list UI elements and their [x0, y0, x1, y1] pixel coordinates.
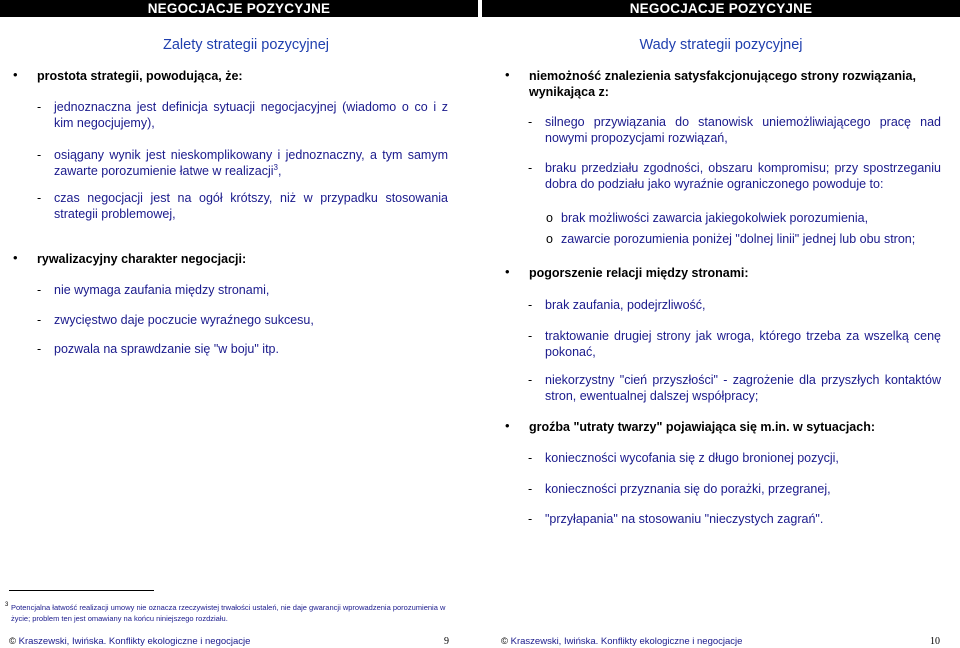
dash-marker: - — [528, 298, 533, 312]
circle-bullet-icon: o — [546, 232, 553, 246]
footnote — [5, 602, 451, 624]
list-item — [37, 282, 448, 298]
list-item-text: nie wymaga zaufania między stronami, — [54, 283, 270, 297]
dash-marker: - — [528, 115, 533, 129]
dash-marker: - — [528, 482, 533, 496]
footer-text: Kraszewski, Iwińska. Konflikty ekologiczne i negocjacje — [510, 636, 743, 647]
bullet-text: pogorszenie relacji między stronami: — [529, 266, 749, 280]
list-item-text: zwycięstwo daje poczucie wyraźnego sukcesu, — [54, 313, 314, 327]
list-item — [37, 312, 448, 328]
left-page — [0, 0, 478, 648]
dash-marker: - — [528, 161, 533, 175]
bullet-text: rywalizacyjny charakter negocjacji: — [37, 252, 247, 266]
list-item — [528, 481, 941, 497]
list-item — [528, 114, 941, 146]
list-item-text: jednoznaczna jest definicja sytuacji negocjacyjnej (wiadomo o co i z kim negocjujemy), — [54, 100, 448, 130]
list-item-text: konieczności przyznania się do porażki, przegranej, — [545, 482, 831, 496]
sub-list-item-text: brak możliwości zawarcia jakiegokolwiek porozumienia, — [561, 211, 869, 225]
section-title: Wady strategii pozycyjnej — [639, 37, 803, 53]
dash-marker: - — [37, 313, 42, 327]
list-item — [528, 160, 941, 192]
dash-marker: - — [528, 451, 533, 465]
page-header: NEGOCJACJE POZYCYJNE — [482, 0, 960, 17]
bullet-icon: • — [13, 67, 18, 82]
list-item — [37, 341, 448, 357]
punctuation: , — [278, 164, 282, 178]
page-number: 9 — [444, 636, 449, 647]
footnote-text: Potencjalna łatwość realizacji umowy nie oznacza rzeczywistej trwałości ustaleń, nie daje gwarancji wprowadzenia porozumienia w życie; problem ten jest omawiany na końcu niniejszego rozdziału. — [11, 603, 446, 623]
bullet-text: niemożność znalezienia satysfakcjonującego strony rozwiązania, wynikająca z: — [529, 69, 916, 99]
dash-marker: - — [37, 100, 42, 114]
list-item-text: traktowanie drugiej strony jak wroga, którego trzeba za wszelką cenę pokonać, — [545, 329, 941, 359]
dash-marker: - — [37, 283, 42, 297]
page-number: 10 — [930, 636, 940, 647]
dash-marker: - — [37, 342, 42, 356]
bullet-item — [505, 67, 941, 100]
copyright-icon: © — [9, 636, 16, 647]
sub-list-item — [546, 210, 941, 226]
page-footer — [501, 636, 742, 648]
list-item — [37, 147, 448, 179]
bullet-item — [13, 250, 457, 267]
copyright-icon: © — [501, 636, 508, 647]
list-item-text: osiągany wynik jest nieskomplikowany i jednoznaczny, a tym samym zawarte porozumienie łatwe w realizacji — [54, 148, 448, 178]
bullet-icon: • — [505, 418, 510, 433]
dash-marker: - — [37, 148, 42, 162]
list-item — [528, 372, 941, 404]
page-footer — [9, 636, 250, 648]
footnote-separator — [9, 590, 154, 591]
bullet-icon: • — [505, 67, 510, 82]
list-item — [37, 99, 448, 131]
bullet-item — [13, 67, 457, 84]
list-item-text: czas negocjacji jest na ogół krótszy, niż w przypadku stosowania strategii problemowej, — [54, 191, 448, 221]
list-item — [528, 328, 941, 360]
bullet-item — [505, 264, 941, 281]
list-item-text: braku przedziału zgodności, obszaru kompromisu; przy spostrzeganiu dobra do podziału jako wyraźnie ograniczonego powoduje to: — [545, 161, 941, 191]
dash-marker: - — [528, 329, 533, 343]
dash-marker: - — [528, 512, 533, 526]
dash-marker: - — [528, 373, 533, 387]
bullet-text: prostota strategii, powodująca, że: — [37, 69, 243, 83]
bullet-icon: • — [505, 264, 510, 279]
list-item — [528, 450, 941, 466]
bullet-item — [505, 418, 941, 435]
bullet-text: groźba "utraty twarzy" pojawiająca się m.in. w sytuacjach: — [529, 420, 875, 434]
section-title: Zalety strategii pozycyjnej — [162, 37, 329, 53]
footnote-ref: 3 — [273, 162, 278, 172]
list-item-text: brak zaufania, podejrzliwość, — [545, 298, 706, 312]
list-item-text: silnego przywiązania do stanowisk uniemożliwiającego pracę nad nowymi propozycjami rozwiązań, — [545, 115, 941, 145]
sub-list-item — [546, 231, 941, 247]
list-item-text: niekorzystny "cień przyszłości" - zagrożenie dla przyszłych kontaktów stron, ewentualnej dalszej współpracy; — [545, 373, 941, 403]
dash-marker: - — [37, 191, 42, 205]
page-header: NEGOCJACJE POZYCYJNE — [0, 0, 478, 17]
list-item-text: "przyłapania" na stosowaniu "nieczystych zagrań". — [545, 512, 824, 526]
list-item-text: konieczności wycofania się z długo bronionej pozycji, — [545, 451, 839, 465]
list-item — [528, 297, 941, 313]
footer-text: Kraszewski, Iwińska. Konflikty ekologiczne i negocjacje — [18, 636, 251, 647]
right-page — [482, 0, 960, 648]
list-item — [528, 511, 941, 527]
circle-bullet-icon: o — [546, 211, 553, 225]
bullet-icon: • — [13, 250, 18, 265]
list-item — [37, 190, 448, 222]
footnote-mark: 3 — [5, 602, 9, 608]
list-item-text: pozwala na sprawdzanie się "w boju" itp. — [54, 342, 279, 356]
sub-list-item-text: zawarcie porozumienia poniżej "dolnej linii" jednej lub obu stron; — [561, 232, 916, 246]
